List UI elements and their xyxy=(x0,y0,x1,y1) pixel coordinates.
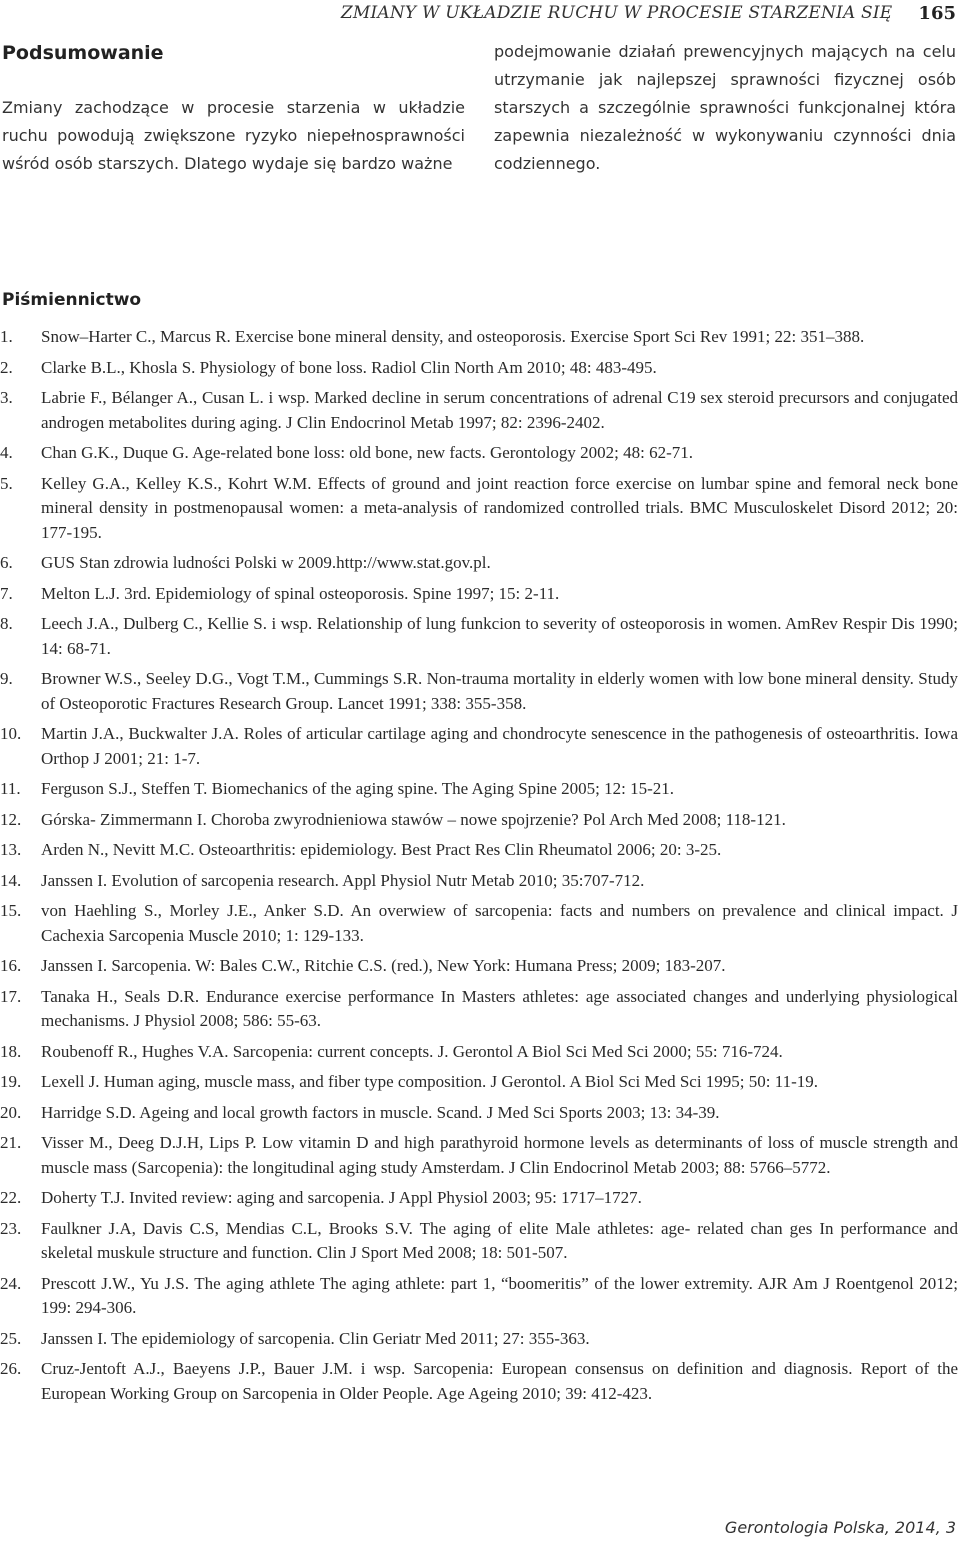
reference-number: 3. xyxy=(0,388,13,407)
reference-item xyxy=(0,1186,958,1211)
reference-text: Martin J.A., Buckwalter J.A. Roles of articular cartilage aging and chondrocyte senescence in the pathogenesis of osteoarthritis. Iowa Orthop J 2001; 21: 1-7. xyxy=(41,724,958,768)
reference-item xyxy=(0,1040,958,1065)
reference-number: 2. xyxy=(0,357,13,377)
reference-item xyxy=(0,472,958,546)
reference-number: 20. xyxy=(0,1102,22,1122)
reference-text: von Haehling S., Morley J.E., Anker S.D. An overwiew of sarcopenia: facts and numbers on prevalence and clinical impact. J Cachexia Sarcopenia Muscle 2010; 1: 129-133. xyxy=(41,901,958,945)
reference-text: Janssen I. Evolution of sarcopenia research. Appl Physiol Nutr Metab 2010; 35:707-712. xyxy=(41,870,645,890)
reference-number: 6. xyxy=(0,553,13,572)
reference-number: 24. xyxy=(0,1273,22,1293)
reference-item xyxy=(0,441,958,466)
reference-text: Tanaka H., Seals D.R. Endurance exercise performance In Masters athletes: age associated changes and underlying physiological mechanisms. J Physiol 2008; 586: 55-63. xyxy=(41,986,958,1030)
reference-number: 22. xyxy=(0,1188,22,1207)
reference-item xyxy=(0,838,958,863)
reference-text: Visser M., Deeg D.J.H, Lips P. Low vitamin D and high parathyroid hormone levels as determinants of loss of muscle strength and muscle mass (Sarcopenia): the longitudinal aging study Amsterdam. J Clin Endocrinol Metab 2003; 88: 5766–5772. xyxy=(41,1133,958,1177)
reference-item xyxy=(0,1101,958,1126)
reference-number: 21. xyxy=(0,1133,22,1152)
reference-number: 9. xyxy=(0,669,13,688)
reference-number: 26. xyxy=(0,1359,22,1378)
reference-item xyxy=(0,356,958,381)
reference-number: 15. xyxy=(0,901,22,920)
reference-text: Roubenoff R., Hughes V.A. Sarcopenia: current concepts. J. Gerontol A Biol Sci Med Sci 2000; 55: 716-724. xyxy=(41,1041,783,1061)
reference-number: 8. xyxy=(0,614,13,633)
reference-item xyxy=(0,777,958,802)
reference-text: Prescott J.W., Yu J.S. The aging athlete The aging athlete: part 1, “boomeritis” of the lower extremity. AJR Am J Roentgenol 2012; 199: 294-306. xyxy=(41,1273,958,1317)
reference-item xyxy=(0,1131,958,1180)
reference-text: Labrie F., Bélanger A., Cusan L. i wsp. Marked decline in serum concentrations of adrenal C19 sex steroid precursors and conjugated androgen metabolites during aging. J Clin Endocrinol Metab 1997; 82: 2396-2402. xyxy=(41,388,958,432)
reference-item xyxy=(0,582,958,607)
summary-text-left: Zmiany zachodzące w procesie starzenia w układzie ruchu powodują zwiększone ryzyko niepełnosprawności wśród osób starszych. Dlatego wydaje się bardzo ważne xyxy=(2,98,465,173)
reference-number: 7. xyxy=(0,583,13,603)
reference-item xyxy=(0,1217,958,1266)
reference-item xyxy=(0,1327,958,1352)
reference-number: 19. xyxy=(0,1072,22,1091)
reference-number: 1. xyxy=(0,327,13,346)
page-number: 165 xyxy=(918,2,956,24)
reference-number: 11. xyxy=(0,779,21,798)
reference-item xyxy=(0,325,958,350)
reference-number: 25. xyxy=(0,1328,22,1348)
reference-number: 12. xyxy=(0,809,22,829)
summary-heading: Podsumowanie xyxy=(2,42,164,64)
reference-text: Leech J.A., Dulberg C., Kellie S. i wsp. Relationship of lung funkcion to severity of osteoporosis in women. AmRev Respir Dis 1990; 14: 68-71. xyxy=(41,614,958,658)
reference-text: Melton L.J. 3rd. Epidemiology of spinal osteoporosis. Spine 1997; 15: 2-11. xyxy=(41,583,560,603)
journal-footer: Gerontologia Polska, 2014, 3 xyxy=(724,1518,956,1537)
reference-text: Snow–Harter C., Marcus R. Exercise bone mineral density, and osteoporosis. Exercise Sport Sci Rev 1991; 22: 351–388. xyxy=(41,327,865,346)
reference-number: 17. xyxy=(0,986,22,1006)
reference-number: 4. xyxy=(0,443,13,462)
reference-text: Faulkner J.A, Davis C.S, Mendias C.L, Brooks S.V. The aging of elite Male athletes: age- related chan ges In performance and skeletal muskule structure and function. Clin J Sport Med 2008; 18: 501-507. xyxy=(41,1218,958,1262)
summary-text-right: podejmowanie działań prewencyjnych mających na celu utrzymanie jak najlepszej sprawności fizycznej osób starszych a szczególnie sprawności funkcjonalnej która zapewnia niezależność w wykonywaniu czynności dnia codziennego. xyxy=(494,42,956,173)
reference-item xyxy=(0,1272,958,1321)
reference-number: 14. xyxy=(0,870,22,890)
reference-text: Browner W.S., Seeley D.G., Vogt T.M., Cummings S.R. Non-trauma mortality in elderly women with low bone mineral density. Study of Osteoporotic Fractures Research Group. Lancet 1991; 338: 355-358. xyxy=(41,669,958,713)
reference-number: 10. xyxy=(0,724,22,743)
reference-item xyxy=(0,869,958,894)
reference-number: 13. xyxy=(0,840,22,859)
reference-text: Cruz-Jentoft A.J., Baeyens J.P., Bauer J.M. i wsp. Sarcopenia: European consensus on definition and diagnosis. Report of the European Working Group on Sarcopenia in Older People. Age Ageing 2010; 39: 412-423. xyxy=(41,1359,958,1403)
reference-item xyxy=(0,954,958,979)
reference-item xyxy=(0,386,958,435)
reference-item xyxy=(0,1357,958,1406)
reference-number: 16. xyxy=(0,956,22,975)
reference-item xyxy=(0,899,958,948)
reference-text: Górska- Zimmermann I. Choroba zwyrodnieniowa stawów – nowe spojrzenie? Pol Arch Med 2008; 118-121. xyxy=(41,809,786,829)
reference-item xyxy=(0,985,958,1034)
reference-text: Lexell J. Human aging, muscle mass, and fiber type composition. J Gerontol. A Biol Sci Med Sci 1995; 50: 11-19. xyxy=(41,1072,819,1091)
references-list xyxy=(0,325,958,1412)
reference-text: Kelley G.A., Kelley K.S., Kohrt W.M. Effects of ground and joint reaction force exercise on lumbar spine and femoral neck bone mineral density in postmenopausal women: a meta-analysis of randomized controlled trials. BMC Musculoskelet Disord 2012; 20: 177-195. xyxy=(41,473,958,542)
reference-number: 18. xyxy=(0,1041,22,1061)
reference-text: Janssen I. The epidemiology of sarcopenia. Clin Geriatr Med 2011; 27: 355-363. xyxy=(41,1328,590,1348)
reference-text: Clarke B.L., Khosla S. Physiology of bone loss. Radiol Clin North Am 2010; 48: 483-495. xyxy=(41,357,657,377)
reference-text: Harridge S.D. Ageing and local growth factors in muscle. Scand. J Med Sci Sports 2003; 13: 34-39. xyxy=(41,1102,720,1122)
reference-number: 23. xyxy=(0,1218,22,1238)
reference-item xyxy=(0,722,958,771)
references-heading: Piśmiennictwo xyxy=(2,290,142,310)
reference-text: Janssen I. Sarcopenia. W: Bales C.W., Ritchie C.S. (red.), New York: Humana Press; 2009; 183-207. xyxy=(41,956,726,975)
reference-text: Ferguson S.J., Steffen T. Biomechanics of the aging spine. The Aging Spine 2005; 12: 15-21. xyxy=(41,779,675,798)
reference-text: GUS Stan zdrowia ludności Polski w 2009.http://www.stat.gov.pl. xyxy=(41,553,491,572)
reference-item xyxy=(0,667,958,716)
reference-item xyxy=(0,808,958,833)
reference-item xyxy=(0,612,958,661)
reference-number: 5. xyxy=(0,473,13,493)
reference-item xyxy=(0,551,958,576)
reference-text: Arden N., Nevitt M.C. Osteoarthritis: epidemiology. Best Pract Res Clin Rheumatol 2006; 20: 3-25. xyxy=(41,840,722,859)
reference-item xyxy=(0,1070,958,1095)
page-header xyxy=(0,0,960,26)
reference-text: Doherty T.J. Invited review: aging and sarcopenia. J Appl Physiol 2003; 95: 1717–1727. xyxy=(41,1188,642,1207)
running-title: ZMIANY W UKŁADZIE RUCHU W PROCESIE STARZENIA SIĘ xyxy=(340,3,893,23)
reference-text: Chan G.K., Duque G. Age-related bone loss: old bone, new facts. Gerontology 2002; 48: 62-71. xyxy=(41,443,694,462)
